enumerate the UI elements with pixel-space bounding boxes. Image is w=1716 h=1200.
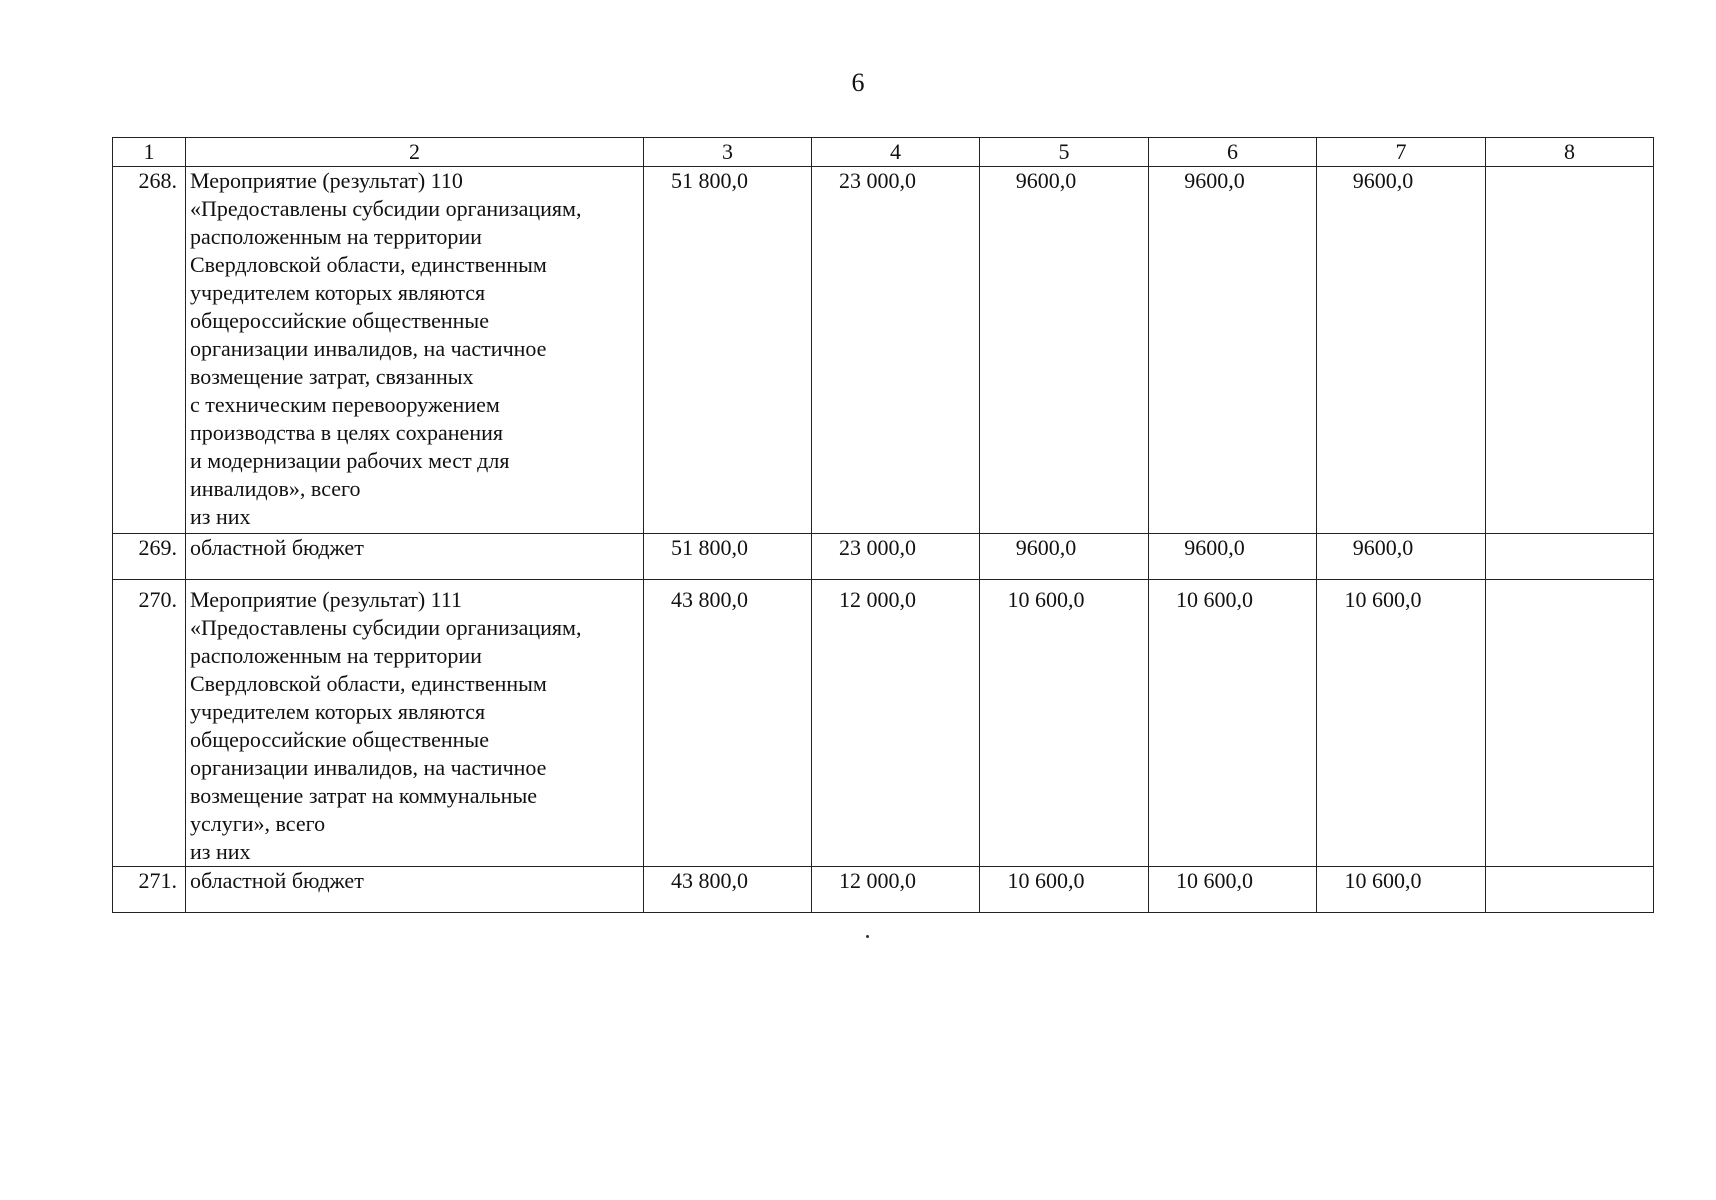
row-description: [186, 534, 644, 580]
table-header-row: [113, 138, 1654, 167]
value-col-5: 9600,0: [980, 167, 1149, 534]
description-line: с техническим перевооружением: [190, 392, 500, 417]
table-row: [113, 580, 1654, 867]
value-col-6: 10 600,0: [1149, 867, 1317, 913]
value-col-6: 9600,0: [1149, 534, 1317, 580]
column-header-6: 6: [1149, 138, 1317, 167]
value-col-7: 9600,0: [1317, 167, 1486, 534]
description-line: учредителем которых являются: [190, 280, 486, 305]
value-col-4: 12 000,0: [812, 580, 980, 867]
description-line: расположенным на территории: [190, 224, 482, 249]
value-col-3: 51 800,0: [644, 167, 812, 534]
value-col-8: [1486, 580, 1654, 867]
value-col-3: 51 800,0: [644, 534, 812, 580]
value-col-3: 43 800,0: [644, 580, 812, 867]
value-col-4: 23 000,0: [812, 534, 980, 580]
column-header-1: 1: [113, 138, 186, 167]
description-line: расположенным на территории: [190, 643, 482, 668]
description-line: областной бюджет: [190, 535, 364, 560]
value-col-6: 10 600,0: [1149, 580, 1317, 867]
description-line: «Предоставлены субсидии организациям,: [190, 196, 582, 221]
value-col-7: 10 600,0: [1317, 867, 1486, 913]
row-number: 268.: [113, 167, 186, 534]
description-line: «Предоставлены субсидии организациям,: [190, 615, 582, 640]
value-col-7: 10 600,0: [1317, 580, 1486, 867]
value-col-7: 9600,0: [1317, 534, 1486, 580]
column-header-7: 7: [1317, 138, 1486, 167]
row-description: [186, 867, 644, 913]
value-col-4: 23 000,0: [812, 167, 980, 534]
description-line: из них: [190, 504, 251, 529]
table-row: [113, 534, 1654, 580]
column-header-8: 8: [1486, 138, 1654, 167]
description-line: услуги», всего: [190, 811, 326, 836]
description-line: и модернизации рабочих мест для: [190, 448, 510, 473]
description-line: организации инвалидов, на частичное: [190, 755, 547, 780]
row-description: [186, 580, 644, 867]
description-line: возмещение затрат на коммунальные: [190, 783, 537, 808]
description-line: организации инвалидов, на частичное: [190, 336, 547, 361]
row-description: [186, 167, 644, 534]
value-col-8: [1486, 534, 1654, 580]
description-line: Свердловской области, единственным: [190, 671, 547, 696]
table-row: [113, 867, 1654, 913]
description-line: общероссийские общественные: [190, 308, 489, 333]
description-line: Свердловской области, единственным: [190, 252, 547, 277]
value-col-5: 10 600,0: [980, 867, 1149, 913]
column-header-5: 5: [980, 138, 1149, 167]
row-number: 270.: [113, 580, 186, 867]
description-line: производства в целях сохранения: [190, 420, 503, 445]
description-line: возмещение затрат, связанных: [190, 364, 474, 389]
value-col-5: 9600,0: [980, 534, 1149, 580]
description-line: областной бюджет: [190, 868, 364, 893]
description-line: Мероприятие (результат) 110: [190, 168, 463, 193]
column-header-4: 4: [812, 138, 980, 167]
value-col-5: 10 600,0: [980, 580, 1149, 867]
budget-table: [112, 137, 1654, 913]
description-line: общероссийские общественные: [190, 727, 489, 752]
value-col-6: 9600,0: [1149, 167, 1317, 534]
description-line: инвалидов», всего: [190, 476, 361, 501]
value-col-8: [1486, 867, 1654, 913]
page-number: 6: [851, 68, 865, 97]
scan-dot-mark: [866, 935, 869, 938]
row-number: 269.: [113, 534, 186, 580]
description-line: Мероприятие (результат) 111: [190, 587, 463, 612]
value-col-8: [1486, 167, 1654, 534]
column-header-2: 2: [186, 138, 644, 167]
value-col-4: 12 000,0: [812, 867, 980, 913]
description-line: учредителем которых являются: [190, 699, 486, 724]
value-col-3: 43 800,0: [644, 867, 812, 913]
description-line: из них: [190, 839, 251, 864]
table-row: [113, 167, 1654, 534]
column-header-3: 3: [644, 138, 812, 167]
row-number: 271.: [113, 867, 186, 913]
